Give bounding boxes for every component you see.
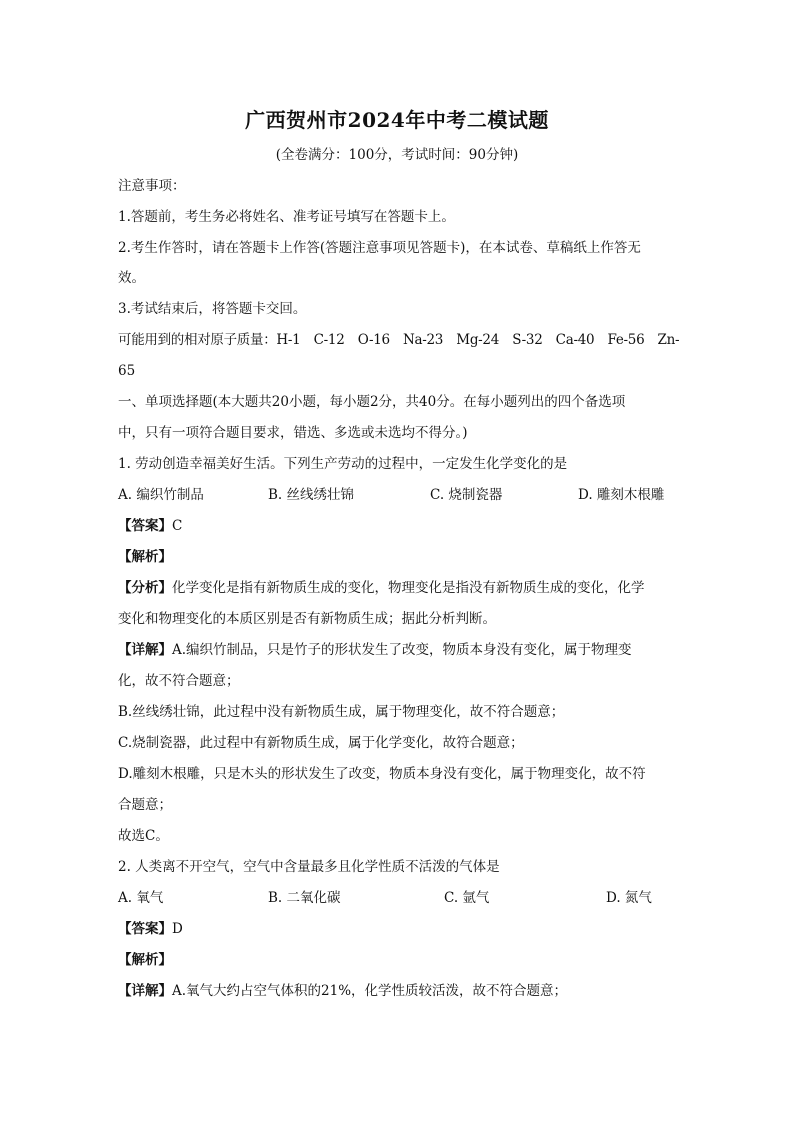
q2-analysis-tag: 【解析】 [118, 952, 172, 968]
exam-info: (全卷满分：100分，考试时间：90分钟) [275, 147, 519, 163]
q2-answer [118, 919, 183, 939]
q1-fenxi-line-2: 变化和物理变化的本质区别是否有新物质生成；据此分析判断。 [118, 611, 496, 627]
note-2-line-1: 2.考生作答时，请在答题卡上作答(答题注意事项见答题卡)，在本试卷、草稿纸上作答无 [118, 240, 641, 256]
q2-detail-line-1 [118, 981, 567, 1001]
note-3: 3.考试结束后，将答题卡交回。 [118, 301, 307, 317]
q1-detail-tag: 【详解】 [118, 642, 172, 658]
q1-detail-b: B.丝线绣壮锦，此过程中没有新物质生成，属于物理变化，故不符合题意； [118, 704, 565, 720]
q1-fenxi-tag: 【分析】 [118, 580, 172, 596]
q2-detail-a: A.氧气大约占空气体积的21%，化学性质较活泼，故不符合题意； [172, 983, 568, 999]
q1-answer-tag: 【答案】 [118, 518, 172, 534]
q1-fenxi-line-1 [118, 578, 645, 598]
q2-answer-value: D [172, 921, 183, 937]
q2-detail-tag: 【详解】 [118, 983, 172, 999]
atomic-mass-line-2: 65 [118, 363, 136, 379]
q1-analysis-tag: 【解析】 [118, 549, 172, 565]
q2-option-d: D. 氮气 [606, 890, 652, 906]
q2-option-a: A. 氧气 [118, 890, 164, 906]
q1-answer [118, 516, 182, 536]
note-1: 1.答题前，考生务必将姓名、准考证号填写在答题卡上。 [118, 209, 455, 225]
section-heading-line-2: 中，只有一项符合题目要求，错选、多选或未选均不得分。) [118, 425, 468, 441]
q1-stem: 1. 劳动创造幸福美好生活。下列生产劳动的过程中，一定发生化学变化的是 [118, 456, 568, 472]
q1-conclusion: 故选C。 [118, 828, 169, 844]
q1-detail-a1: A.编织竹制品，只是竹子的形状发生了改变，物质本身没有变化，属于物理变 [172, 642, 632, 658]
q1-option-a: A. 编织竹制品 [118, 487, 204, 503]
q1-detail-d-line-1: D.雕刻木根雕，只是木头的形状发生了改变，物质本身没有变化，属于物理变化，故不符 [118, 766, 646, 782]
q1-detail-line-1 [118, 640, 632, 660]
q2-option-b: B. 二氧化碳 [268, 890, 341, 906]
q1-detail-d-line-2: 合题意； [118, 797, 172, 813]
q2-stem: 2. 人类离不开空气，空气中含量最多且化学性质不活泼的气体是 [118, 859, 500, 875]
q1-option-b: B. 丝线绣壮锦 [268, 487, 355, 503]
section-heading-line-1: 一、单项选择题(本大题共20小题，每小题2分，共40分。在每小题列出的四个备选项 [118, 394, 626, 410]
note-2-line-2: 效。 [118, 270, 145, 286]
q2-answer-tag: 【答案】 [118, 921, 172, 937]
q1-option-c: C. 烧制瓷器 [430, 487, 503, 503]
q1-detail-line-2: 化，故不符合题意； [118, 673, 240, 689]
q1-answer-value: C [172, 518, 183, 534]
q2-option-c: C. 氩气 [444, 890, 490, 906]
q1-option-d: D. 雕刻木根雕 [578, 487, 665, 503]
atomic-mass-line-1: 可能用到的相对原子质量：H-1 C-12 O-16 Na-23 Mg-24 S-32 Ca-40 Fe-56 Zn- [118, 332, 680, 348]
notes-heading: 注意事项： [118, 178, 186, 194]
q1-detail-c: C.烧制瓷器，此过程中有新物质生成，属于化学变化，故符合题意； [118, 735, 524, 751]
q1-fenxi-text: 化学变化是指有新物质生成的变化，物理变化是指没有新物质生成的变化，化学 [172, 580, 645, 596]
page-title: 广西贺州市2024年中考二模试题 [245, 108, 549, 132]
